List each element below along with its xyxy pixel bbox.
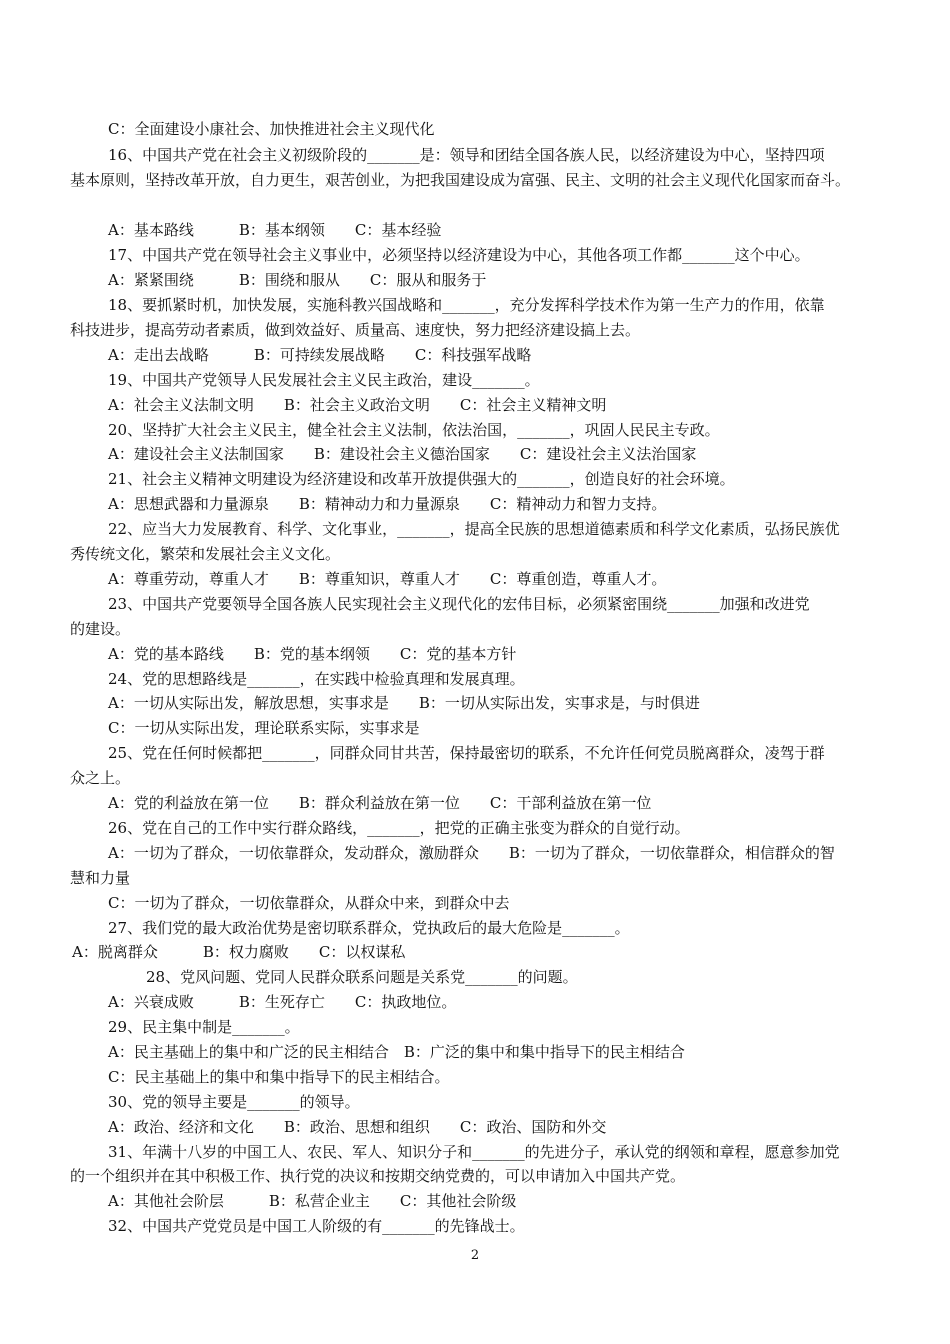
text-line: A：思想武器和力量源泉 B：精神动力和力量源泉 C：精神动力和智力支持。 xyxy=(108,495,667,513)
text-line: 19、中国共产党领导人民发展社会主义民主政治，建设_______。 xyxy=(108,371,540,389)
text-line: A：民主基础上的集中和广泛的民主相结合 B：广泛的集中和集中指导下的民主相结合 xyxy=(108,1043,685,1061)
text-line: C：一切为了群众，一切依靠群众，从群众中来，到群众中去 xyxy=(108,894,510,912)
text-line: 众之上。 xyxy=(70,769,131,787)
text-line: A：一切为了群众，一切依靠群众，发动群众，激励群众 B：一切为了群众，一切依靠群众，相信群众的智 xyxy=(108,844,835,862)
text-line: A：脱离群众 B：权力腐败 C：以权谋私 xyxy=(72,943,406,961)
text-line: 27、我们党的最大政治优势是密切联系群众，党执政后的最大危险是_______。 xyxy=(108,919,630,937)
text-line: A：社会主义法制文明 B：社会主义政治文明 C：社会主义精神文明 xyxy=(108,396,607,414)
text-line: 22、应当大力发展教育、科学、文化事业，_______，提高全民族的思想道德素质和科学文化素质，弘扬民族优 xyxy=(108,520,840,538)
text-line: A：基本路线 B：基本纲领 C：基本经验 xyxy=(108,221,442,239)
text-line: 25、党在任何时候都把_______，同群众同甘共苦，保持最密切的联系，不允许任何党员脱离群众，凌驾于群 xyxy=(108,744,825,762)
text-line: A：政治、经济和文化 B：政治、思想和组织 C：政治、国防和外交 xyxy=(108,1118,607,1136)
text-line: A：尊重劳动，尊重人才 B：尊重知识，尊重人才 C：尊重创造，尊重人才。 xyxy=(108,570,667,588)
text-line: A：建设社会主义法制国家 B：建设社会主义德治国家 C：建设社会主义法治国家 xyxy=(108,445,697,463)
text-line: A：紧紧围绕 B：围绕和服从 C：服从和服务于 xyxy=(108,271,487,289)
page-number: 2 xyxy=(470,1248,480,1263)
text-line: 24、党的思想路线是_______，在实践中检验真理和发展真理。 xyxy=(108,670,525,688)
text-line: A：党的基本路线 B：党的基本纲领 C：党的基本方针 xyxy=(108,645,517,663)
text-line: A：兴衰成败 B：生死存亡 C：执政地位。 xyxy=(108,993,457,1011)
text-line: 慧和力量 xyxy=(70,869,131,887)
text-line: 23、中国共产党要领导全国各族人民实现社会主义现代化的宏伟目标，必须紧密围绕_______加强和改进党 xyxy=(108,595,810,613)
text-line: 的建设。 xyxy=(70,620,131,638)
text-line: 18、要抓紧时机，加快发展，实施科教兴国战略和_______，充分发挥科学技术作为第一生产力的作用，依靠 xyxy=(108,296,825,314)
text-line: 32、中国共产党党员是中国工人阶级的有_______的先锋战士。 xyxy=(108,1217,525,1235)
text-line: 基本原则，坚持改革开放，自力更生，艰苦创业，为把我国建设成为富强、民主、文明的社会主义现代化国家而奋斗。 xyxy=(70,171,851,189)
text-line: 26、党在自己的工作中实行群众路线，_______，把党的正确主张变为群众的自觉行动。 xyxy=(108,819,690,837)
text-line: 28、党风问题、党同人民群众联系问题是关系党_______的问题。 xyxy=(146,968,578,986)
text-line: 16、中国共产党在社会主义初级阶段的_______是：领导和团结全国各族人民，以经济建设为中心，坚持四项 xyxy=(108,146,825,164)
text-line: 秀传统文化，繁荣和发展社会主义文化。 xyxy=(70,545,341,563)
text-line: 31、年满十八岁的中国工人、农民、军人、知识分子和_______的先进分子，承认党的纲领和章程，愿意参加党 xyxy=(108,1143,840,1161)
text-line: 科技进步，提高劳动者素质，做到效益好、质量高、速度快，努力把经济建设搞上去。 xyxy=(70,321,641,339)
text-line: 29、民主集中制是_______。 xyxy=(108,1018,300,1036)
text-line: 的一个组织并在其中积极工作、执行党的决议和按期交纳党费的，可以申请加入中国共产党。 xyxy=(70,1167,686,1185)
text-line: 21、社会主义精神文明建设为经济建设和改革开放提供强大的_______，创造良好的社会环境。 xyxy=(108,470,735,488)
text-line: A：党的利益放在第一位 B：群众利益放在第一位 C：干部利益放在第一位 xyxy=(108,794,652,812)
text-line: 20、坚持扩大社会主义民主，健全社会主义法制，依法治国，_______，巩固人民民主专政。 xyxy=(108,421,720,439)
text-line: 30、党的领导主要是_______的领导。 xyxy=(108,1093,360,1111)
text-line: 17、中国共产党在领导社会主义事业中，必须坚持以经济建设为中心，其他各项工作都_______这个中心。 xyxy=(108,246,810,264)
text-line: A：其他社会阶层 B：私营企业主 C：其他社会阶级 xyxy=(108,1192,517,1210)
text-line: A：一切从实际出发，解放思想，实事求是 B：一切从实际出发，实事求是，与时俱进 xyxy=(108,694,700,712)
text-line: A：走出去战略 B：可持续发展战略 C：科技强军战略 xyxy=(108,346,532,364)
text-line: C：一切从实际出发，理论联系实际，实事求是 xyxy=(108,719,420,737)
text-line: C：全面建设小康社会、加快推进社会主义现代化 xyxy=(108,120,435,138)
text-line: C：民主基础上的集中和集中指导下的民主相结合。 xyxy=(108,1068,450,1086)
